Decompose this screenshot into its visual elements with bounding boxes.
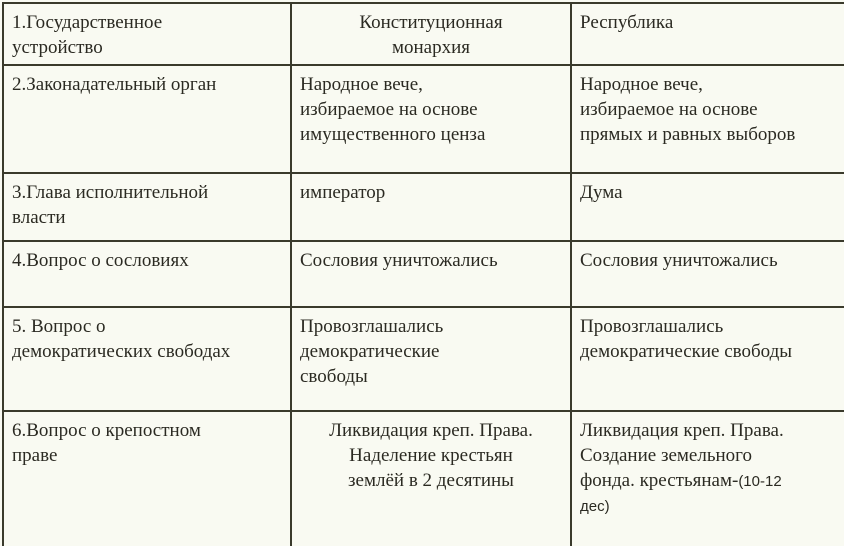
cell-note: дес): [580, 498, 610, 515]
cell-line: устройство: [12, 37, 103, 58]
cell-line: [580, 468, 844, 494]
row-label-cell: [3, 65, 291, 173]
republic-cell: [571, 411, 844, 546]
cell-line: 6.Вопрос о крепостном: [12, 420, 201, 441]
cell-line: 2.Законадательный орган: [12, 74, 217, 95]
table-row: [3, 307, 844, 411]
cell-line: свободы: [300, 366, 368, 387]
republic-cell: [571, 173, 844, 241]
cell-line: Ликвидация креп. Права.: [580, 420, 784, 441]
cell-line: Сословия уничтожались: [580, 250, 778, 271]
cell-line: Дума: [580, 182, 623, 203]
row-label-cell: [3, 3, 291, 65]
cell-note: (10-12: [738, 473, 782, 490]
comparison-table: [2, 2, 844, 546]
table-row: [3, 173, 844, 241]
cell-line: 5. Вопрос о: [12, 316, 106, 337]
monarchy-header-cell: [291, 3, 571, 65]
table-row: [3, 411, 844, 546]
cell-line: 1.Государственное: [12, 12, 163, 33]
monarchy-cell: [291, 411, 571, 546]
cell-line: праве: [12, 445, 58, 466]
cell-line: Создание земельного: [580, 445, 752, 466]
republic-cell: [571, 65, 844, 173]
cell-line: Провозглашались: [300, 316, 444, 337]
table-row: [3, 3, 844, 65]
cell-line: Народное вече,: [580, 74, 703, 95]
cell-line: избираемое на основе: [300, 99, 478, 120]
cell-line: Сословия уничтожались: [300, 250, 498, 271]
cell-line: Народное вече,: [300, 74, 423, 95]
cell-line: землёй в 2 десятины: [348, 470, 514, 491]
cell-line: Конституционная: [359, 12, 503, 33]
cell-line: демократические: [300, 341, 440, 362]
cell-line: монархия: [391, 37, 471, 58]
cell-line: 4.Вопрос о сословиях: [12, 250, 189, 271]
table-row: [3, 65, 844, 173]
republic-cell: [571, 241, 844, 307]
republic-header-cell: [571, 3, 844, 65]
monarchy-cell: [291, 241, 571, 307]
row-label-cell: [3, 173, 291, 241]
cell-line: Ликвидация креп. Права.: [329, 420, 533, 441]
row-label-cell: [3, 307, 291, 411]
cell-text: фонда. крестьянам-: [580, 470, 739, 491]
cell-line: власти: [12, 207, 66, 228]
cell-line: 3.Глава исполнительной: [12, 182, 209, 203]
cell-line: Наделение крестьян: [349, 445, 513, 466]
row-label-cell: [3, 411, 291, 546]
monarchy-cell: [291, 173, 571, 241]
cell-line: демократические свободы: [580, 341, 793, 362]
table-row: [3, 241, 844, 307]
row-label-cell: [3, 241, 291, 307]
cell-line: избираемое на основе: [580, 99, 758, 120]
cell-line: прямых и равных выборов: [580, 124, 796, 145]
cell-line: имущественного ценза: [300, 124, 486, 145]
monarchy-cell: [291, 307, 571, 411]
cell-line: Республика: [580, 12, 674, 33]
cell-line: Провозглашались: [580, 316, 724, 337]
cell-line: император: [300, 182, 386, 203]
cell-line: демократических свободах: [12, 341, 231, 362]
monarchy-cell: [291, 65, 571, 173]
republic-cell: [571, 307, 844, 411]
